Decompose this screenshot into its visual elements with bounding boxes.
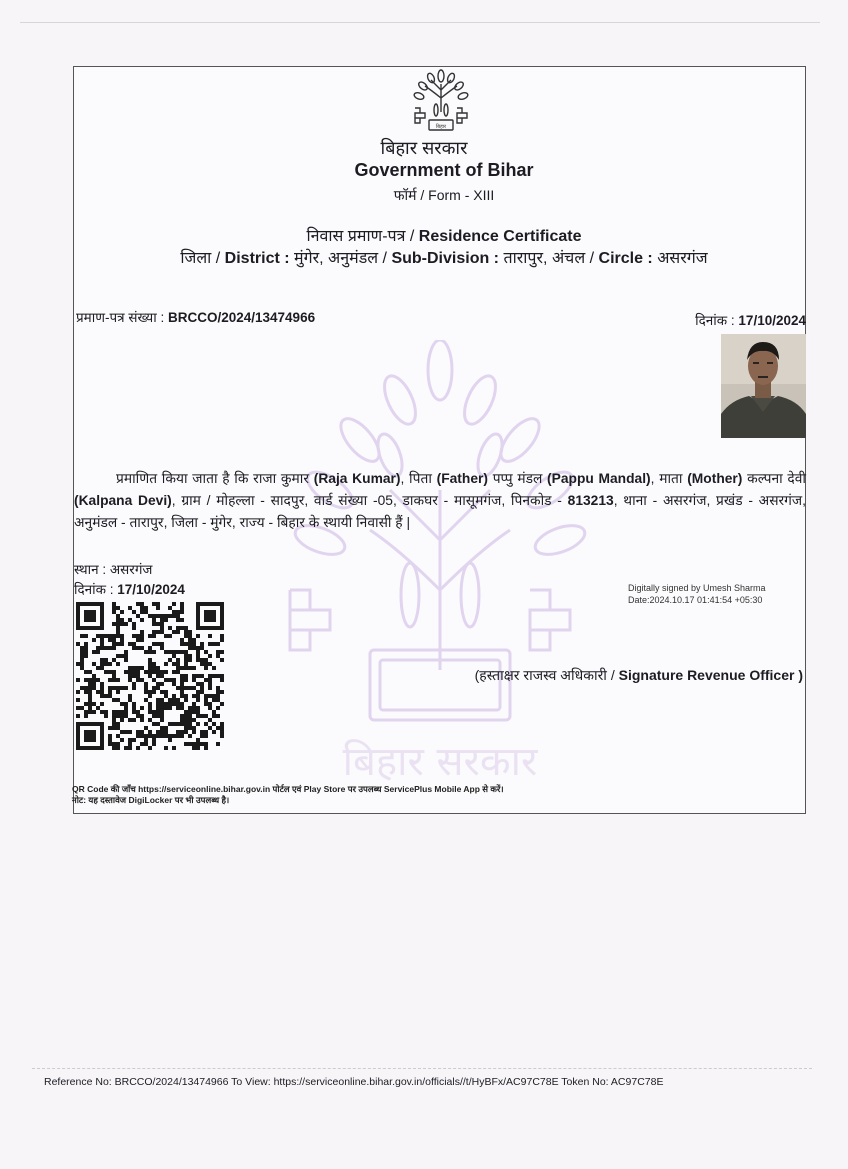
government-title: Government of Bihar xyxy=(354,160,534,180)
certificate-number-label: प्रमाण-पत्र संख्या : xyxy=(76,310,168,325)
subdivision-label-hindi: अनुमंडल / xyxy=(328,250,392,267)
mother-label: (Mother) xyxy=(687,471,743,486)
bottom-rule xyxy=(32,1068,812,1069)
svg-text:बिहार: बिहार xyxy=(435,124,447,130)
subdivision-label: Sub-Division : xyxy=(391,250,504,267)
issue-date xyxy=(695,311,806,329)
circle-value: असरगंज xyxy=(657,250,708,267)
subdivision-value: तारापुर, xyxy=(503,250,552,267)
certificate-title-hindi: निवास प्रमाण-पत्र / xyxy=(306,228,419,245)
place-label: स्थान : xyxy=(74,562,110,577)
signatory xyxy=(475,666,803,685)
qr-code[interactable] xyxy=(76,602,224,750)
reference-line: Reference No: BRCCO/2024/13474966 To View: https://serviceonline.bihar.gov.in/officials//t/HyBFx/AC97C78E Token No: AC97C78E xyxy=(44,1076,664,1088)
body-segment: पप्पु मंडल xyxy=(487,471,548,486)
circle-label: Circle : xyxy=(598,250,658,267)
bodhi-tree-watermark xyxy=(280,340,600,785)
applicant-name: (Raja Kumar) xyxy=(313,471,401,486)
father-label: (Father) xyxy=(436,471,488,486)
signatory-english: Signature Revenue Officer ) xyxy=(618,667,803,683)
body-segment: , पिता xyxy=(400,471,437,486)
body-segment: , माता xyxy=(650,471,688,486)
digital-signer: Digitally signed by Umesh Sharma xyxy=(628,583,766,593)
bodhi-tree-emblem-icon xyxy=(411,68,471,132)
pincode: 813213 xyxy=(567,493,614,508)
top-rule xyxy=(20,22,820,23)
issue-date-value: 17/10/2024 xyxy=(738,313,806,328)
jurisdiction-line xyxy=(0,246,848,268)
place-value: असरगंज xyxy=(109,562,153,577)
svg-text:बिहार सरकार: बिहार सरकार xyxy=(342,739,538,785)
body-segment: , थाना - असरगंज, प्रखंड - असरगंज, अनुमंडल - तारापुर, जिला - मुंगेर, राज्य - बिहार के स्थायी निवासी हैं | xyxy=(74,493,807,530)
district-label: District : xyxy=(224,250,295,267)
digilocker-note: नोट: यह दस्तावेज DigiLocker पर भी उपलब्ध है। xyxy=(72,795,230,805)
signing-date-value: 17/10/2024 xyxy=(117,582,185,597)
place xyxy=(74,560,152,578)
mother-name: (Kalpana Devi) xyxy=(74,493,172,508)
signing-date xyxy=(74,580,185,598)
signing-date-label: दिनांक : xyxy=(74,582,118,597)
issue-date-label: दिनांक : xyxy=(695,313,739,328)
digital-sign-date: Date:2024.10.17 01:41:54 +05:30 xyxy=(628,595,763,605)
body-segment: कल्पना देवी xyxy=(742,471,806,486)
digital-signature-stamp xyxy=(628,582,766,606)
certificate-body-text xyxy=(74,468,806,534)
qr-verification-note xyxy=(72,784,504,806)
father-name: (Pappu Mandal) xyxy=(547,471,651,486)
certificate-number xyxy=(76,308,315,326)
district-value: मुंगेर, xyxy=(294,250,329,267)
certificate-title-english: Residence Certificate xyxy=(418,228,582,245)
signatory-hindi: (हस्ताक्षर राजस्व अधिकारी / xyxy=(474,667,619,683)
certificate-title xyxy=(0,224,848,246)
state-title-hindi: बिहार सरकार xyxy=(380,138,468,158)
district-label-hindi: जिला / xyxy=(180,250,225,267)
applicant-photo xyxy=(721,334,806,438)
body-segment: , ग्राम / मोहल्ला - सादपुर, वार्ड संख्या -05, डाकघर - मासूमगंज, पिनकोड - xyxy=(171,493,568,508)
qr-note-line: QR Code की जाँच https://serviceonline.bihar.gov.in पोर्टल एवं Play Store पर उपलब्ध ServicePlus Mobile App से करें। xyxy=(72,784,504,794)
circle-label-hindi: अंचल / xyxy=(551,250,599,267)
form-number: फॉर्म / Form - XIII xyxy=(393,187,495,203)
certificate-number-value: BRCCO/2024/13474966 xyxy=(167,310,316,325)
body-segment: प्रमाणित किया जाता है कि राजा कुमार xyxy=(116,471,314,486)
